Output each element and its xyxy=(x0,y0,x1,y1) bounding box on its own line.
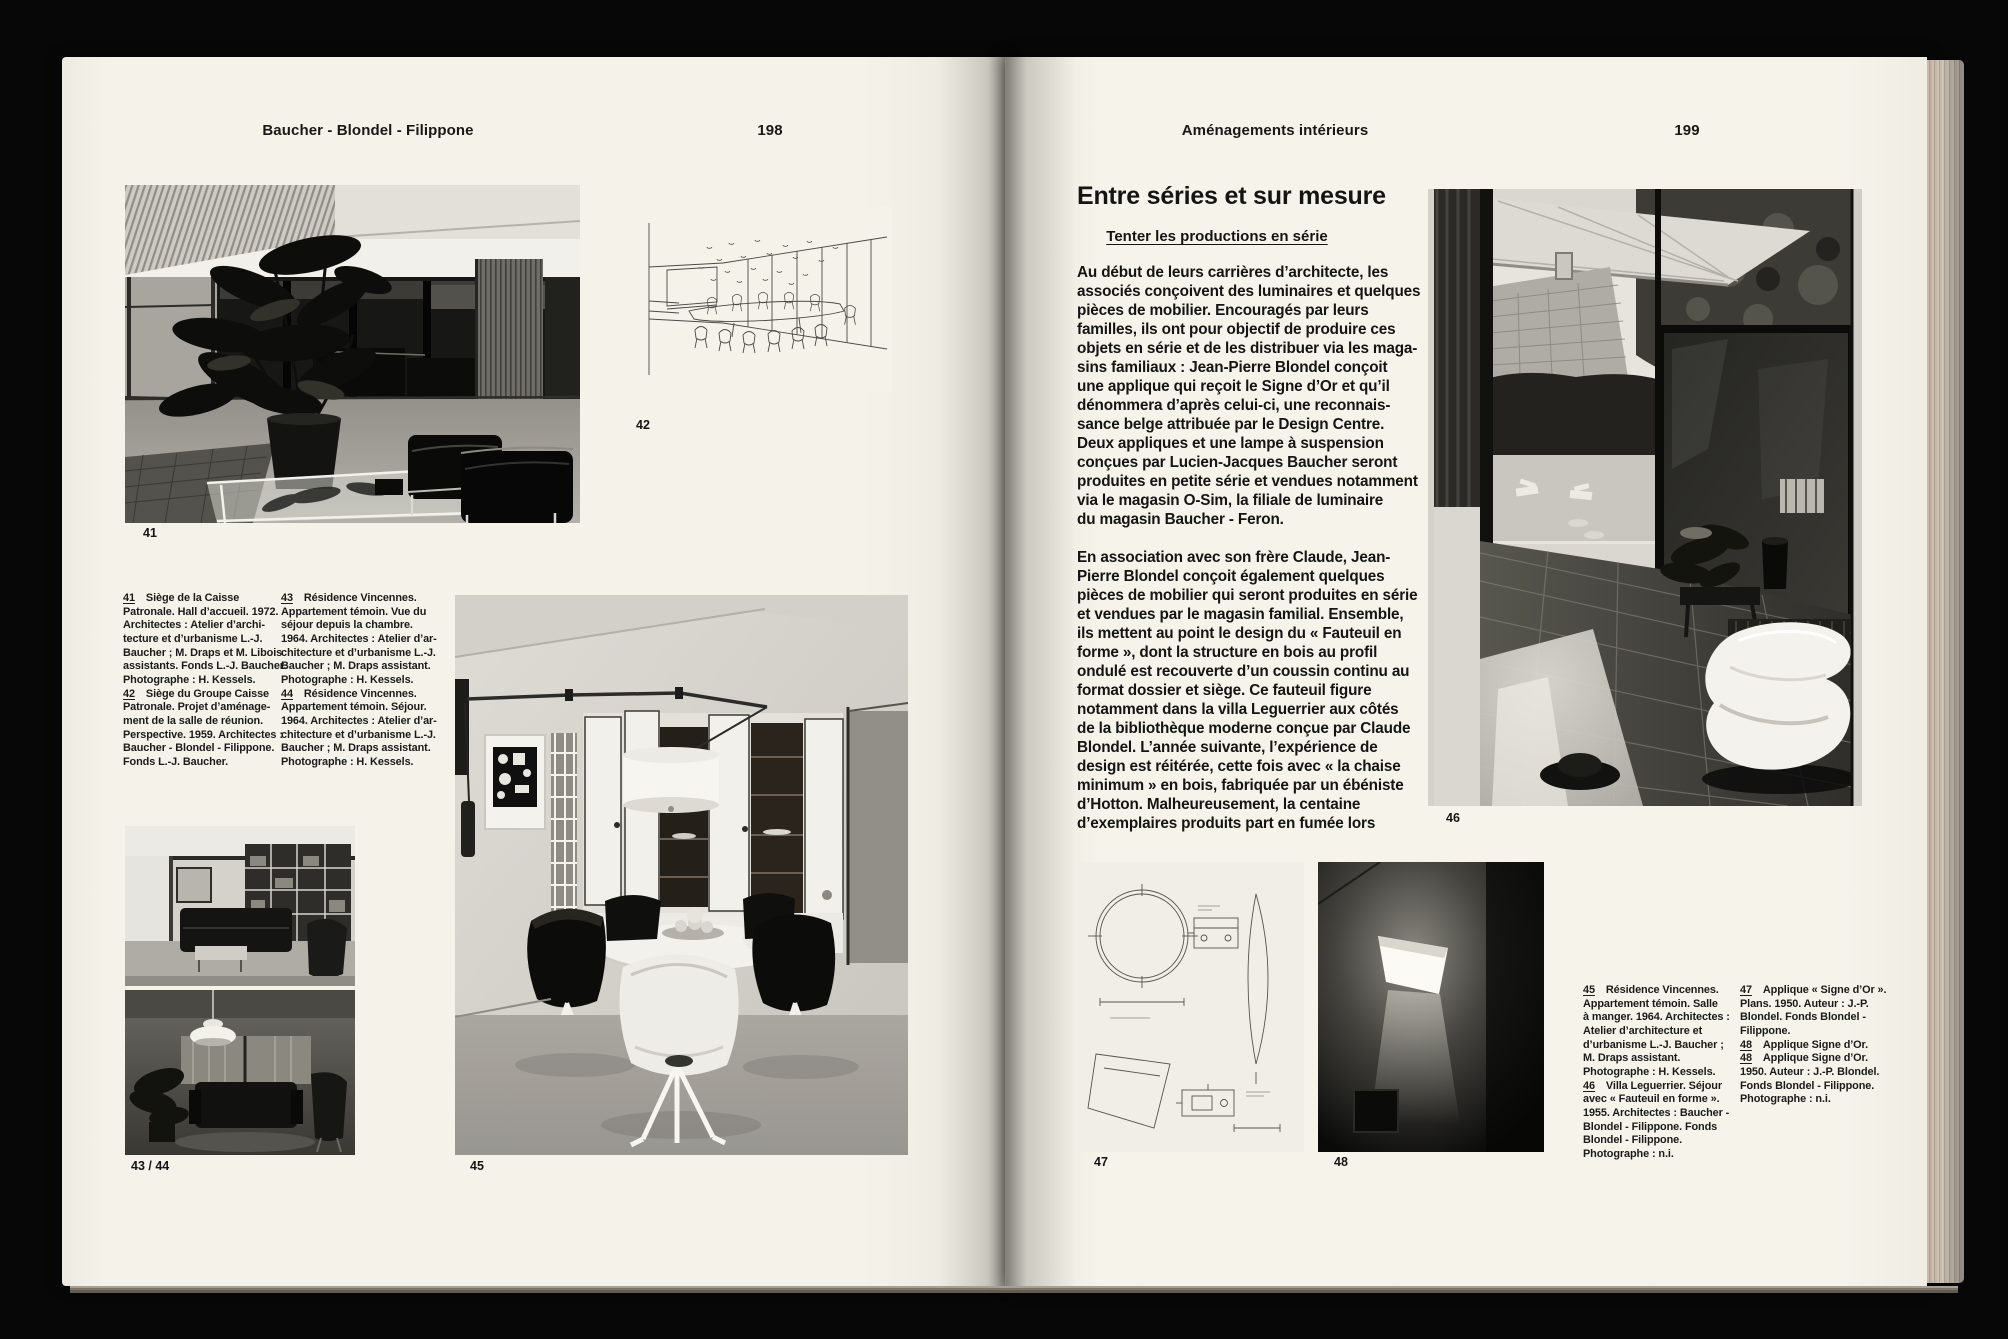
drawing-47-lamp-plans xyxy=(1080,862,1304,1152)
page-edges xyxy=(1927,60,1964,1283)
photo-45-dining-room xyxy=(455,595,908,1155)
bottom-page-edges xyxy=(70,1286,1958,1293)
caption-column-43-44: 43 Résidence Vincennes. Appartement témoin. Vue du séjour depuis la chambre. 1964. Architectes : Atelier d’ar- chitecture et d’urbanisme L.-J. Baucher ; M. Draps assistant. Photographe : H. Kessels. 44 Résidence Vincennes. Appartement témoin. Séjour. 1964. Architectes : Atelier d’ar- chitecture et d’urbanisme L.-J. Baucher ; M. Draps assistant. Photographe : H. Kessels. xyxy=(281,592,437,768)
caption-column-45-46: 45 Résidence Vincennes. Appartement témoin. Salle à manger. 1964. Architectes : Atelier d’architecture et d’urbanisme L.-J. Baucher ; M. Draps assistant. Photographe : H. Kessels. 46 Villa Leguerrier. Séjour avec « Fauteuil en forme ». 1955. Architectes : Baucher - Blondel - Filippone. Fonds Blondel - Filippone. Photographe : n.i. xyxy=(1583,984,1730,1160)
figure-label-42: 42 xyxy=(636,418,650,432)
left-running-head: Baucher - Blondel - Filippone xyxy=(262,122,474,139)
section-subtitle: Tenter les productions en série xyxy=(1106,228,1328,245)
caption-column-47-48: 47 Applique « Signe d’Or ». Plans. 1950. Auteur : J.-P. Blondel. Fonds Blondel - Filippone. 48 Applique Signe d’Or. 48 Applique Signe d’Or. 1950. Auteur : J.-P. Blondel. Fonds Blondel - Filippone. Photographe : n.i. xyxy=(1740,984,1887,1106)
right-running-head: Aménagements intérieurs xyxy=(1181,122,1369,139)
photo-43-apartment-view xyxy=(125,826,355,986)
figure-label-48: 48 xyxy=(1334,1155,1348,1169)
right-page-number: 199 xyxy=(1674,122,1700,139)
caption-column-41-42: 41 Siège de la Caisse Patronale. Hall d’accueil. 1972. Architectes : Atelier d’archi- tecture et d’urbanisme L.-J. Baucher ; M. Draps et M. Libois assistants. Fonds L.-J. Baucher. Photographe : H. Kessels. 42 Siège du Groupe Caisse Patronale. Projet d’aménage- ment de la salle de réunion. Perspective. 1959. Architectes : Baucher - Blondel - Filippone. Fonds L.-J. Baucher. xyxy=(123,592,287,768)
figure-label-46: 46 xyxy=(1446,811,1460,825)
figure-label-47: 47 xyxy=(1094,1155,1108,1169)
body-text xyxy=(1077,263,1421,833)
photo-44-apartment-living-room xyxy=(125,990,355,1155)
photo-41-hall-interior xyxy=(125,185,580,523)
paragraph: En association avec son frère Claude, Jean- Pierre Blondel conçoit également quelques pièces de mobilier qui seront produites en série et vendues par le magasin familial. Ensemble, ils mettent au point le design du « Fauteuil en forme », dont la structure en bois au profil ondulé est recouverte d’un coussin continu au format dossier et siège. Ce fauteuil figure notamment dans la villa Leguerrier aux côtés de la bibliothèque moderne conçue par Claude Blondel. L’année suivante, l’expérience de design est réitérée, cette fois avec « la chaise minimum » en bois, fabriquée par un ébéniste d’Hotton. Malheureusement, la centaine d’exemplaires produits part en fumée lors xyxy=(1077,549,1418,832)
drawing-42-meeting-room-perspective xyxy=(637,207,892,392)
photo-48-wall-lamp-lit xyxy=(1318,862,1544,1152)
figure-label-43-44: 43 / 44 xyxy=(131,1159,170,1173)
paragraph: Au début de leurs carrières d’architecte, les associés conçoivent des luminaires et quelques pièces de mobilier. Encouragés par leurs familles, ils ont pour objectif de produire ces objets en série et de les distribuer via les maga- sins familiaux : Jean-Pierre Blondel conçoit une applique qui reçoit le Signe d’Or et qu’il dénommera d’après celui-ci, une reconnais- sance belge attribuée par le Design Centre. Deux appliques et une lampe à suspension conçues par Lucien-Jacques Baucher seront produites en petite série et vendues notamment via le magasin O-Sim, la filiale de luminaire du magasin Baucher - Feron. xyxy=(1077,264,1421,528)
left-page-number: 198 xyxy=(757,122,783,139)
photo-46-villa-interior-garden xyxy=(1428,189,1862,806)
figure-label-45: 45 xyxy=(470,1159,484,1173)
figure-label-41: 41 xyxy=(143,526,157,540)
section-title: Entre séries et sur mesure xyxy=(1077,182,1386,210)
